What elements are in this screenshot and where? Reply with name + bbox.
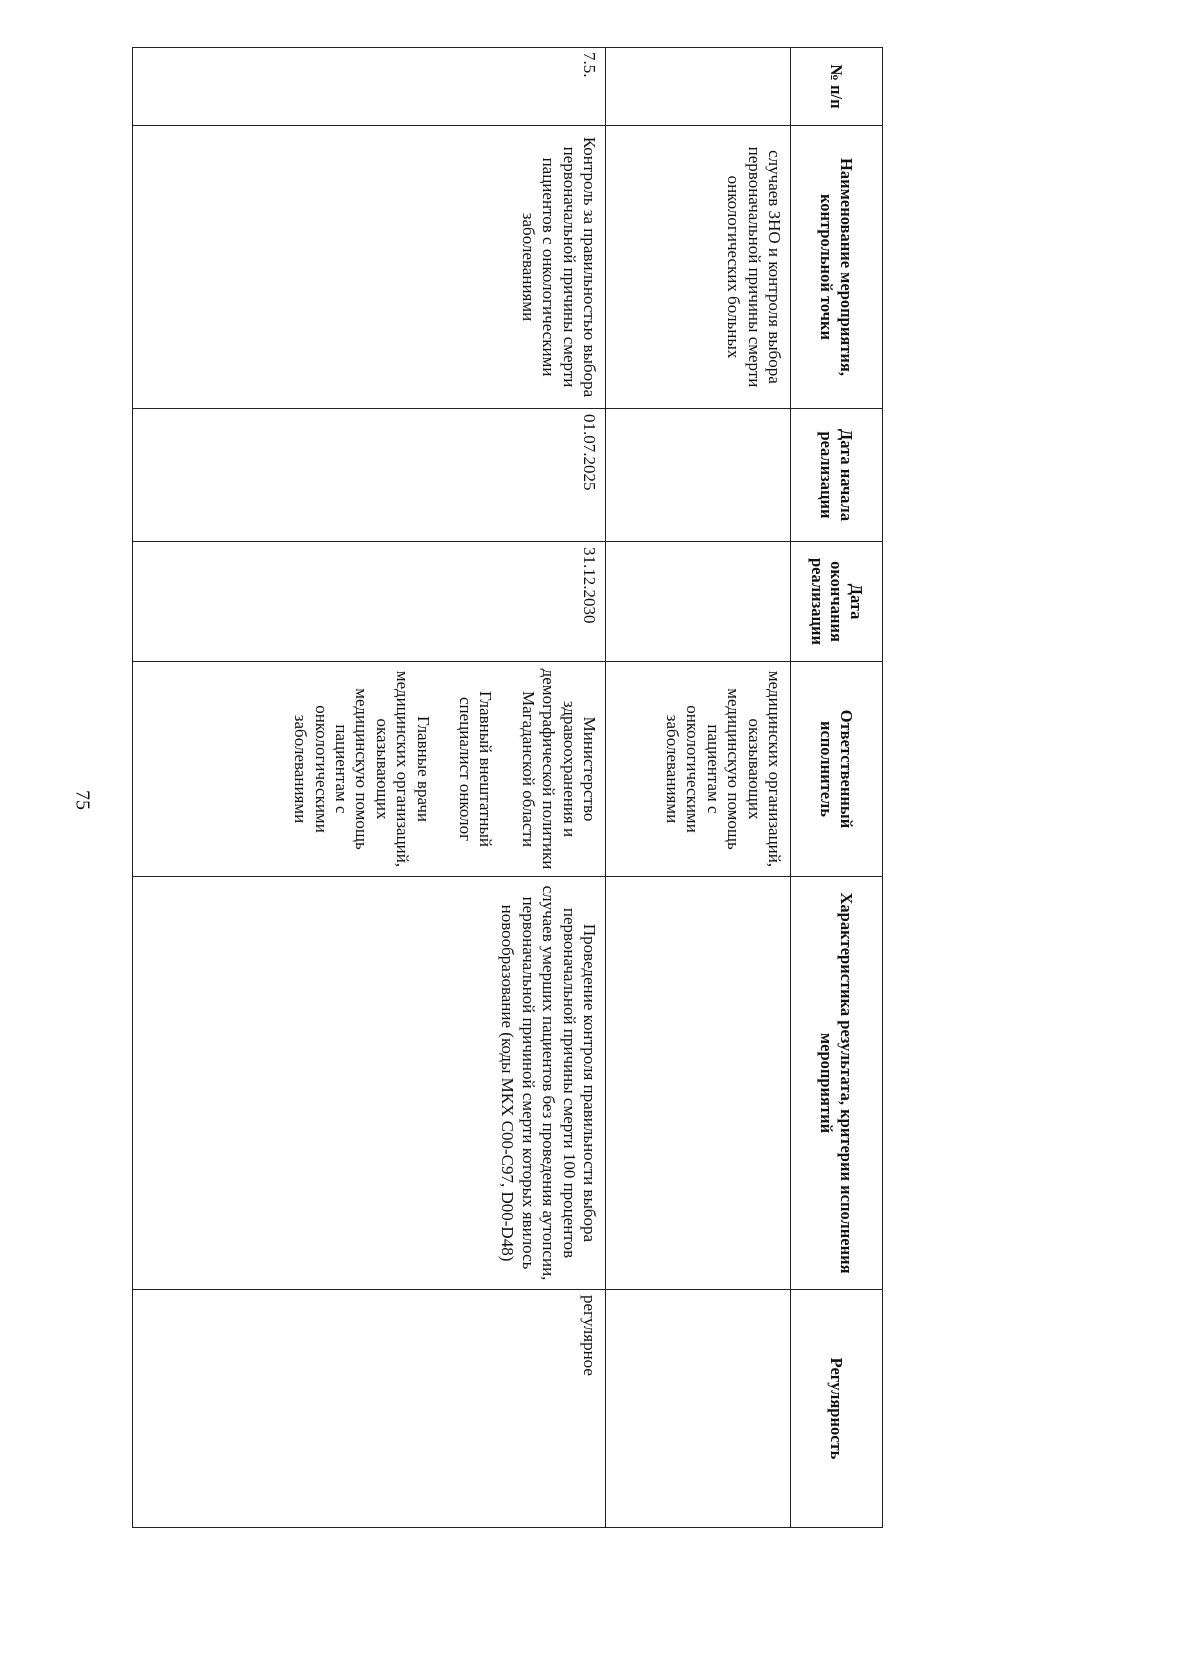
cell-start-date — [606, 409, 791, 542]
measures-table — [132, 47, 883, 1528]
cell-end-date — [606, 542, 791, 662]
table-row-continuation — [606, 48, 791, 1528]
cell-characteristic — [606, 877, 791, 1290]
header-characteristic: Характеристика результата, критерии исполнения мероприятий — [791, 877, 883, 1290]
cell-regularity: регулярное — [133, 1290, 606, 1528]
cell-end-date: 31.12.2030 — [133, 542, 606, 662]
page-number: 75 — [71, 790, 94, 810]
responsible-chief-doctors: Главные врачи медицинских организаций, оказывающих медицинскую помощь пациентам с онкологическими заболеваниями — [291, 670, 433, 868]
header-regularity: Регулярность — [791, 1290, 883, 1528]
measures-table-rotated — [133, 47, 883, 1527]
header-start-date: Дата начала реализации — [791, 409, 883, 542]
responsible-ministry: Министерство здравоохранения и демографической политики Магаданской области — [518, 668, 599, 870]
measures-table-container — [133, 47, 883, 1527]
responsible-chief-oncologist: Главный внештатный специалист онколог — [456, 690, 496, 848]
table-header-row — [791, 48, 883, 1528]
header-end-date: Дата окончания реализации — [791, 542, 883, 662]
cell-num: 7.5. — [133, 48, 606, 126]
cell-name: Контроль за правильностью выбора первоначальной причины смерти пациентов с онкологическими заболеваниями — [133, 126, 606, 409]
cell-responsible: медицинских организаций, оказывающих медицинскую помощь пациентам с онкологическими заболеваниями — [606, 662, 791, 877]
cell-name: случаев ЗНО и контроля выбора первоначальной причины смерти онкологических больных — [606, 126, 791, 409]
cell-num — [606, 48, 791, 126]
cell-characteristic: Проведение контроля правильности выбора первоначальной причины смерти 100 процентов случаев умерших пациентов без проведения аутопсии, первоначальной причиной смерти которых явилось новообразование (коды МКХ С00-С97, D00-D48) — [133, 877, 606, 1290]
header-name: Наименование мероприятия, контрольной точки — [791, 126, 883, 409]
header-num: № п/п — [791, 48, 883, 126]
cell-start-date: 01.07.2025 — [133, 409, 606, 542]
cell-responsible — [133, 662, 606, 877]
header-responsible: Ответственный исполнитель — [791, 662, 883, 877]
cell-regularity — [606, 1290, 791, 1528]
table-row-7-5 — [133, 48, 606, 1528]
